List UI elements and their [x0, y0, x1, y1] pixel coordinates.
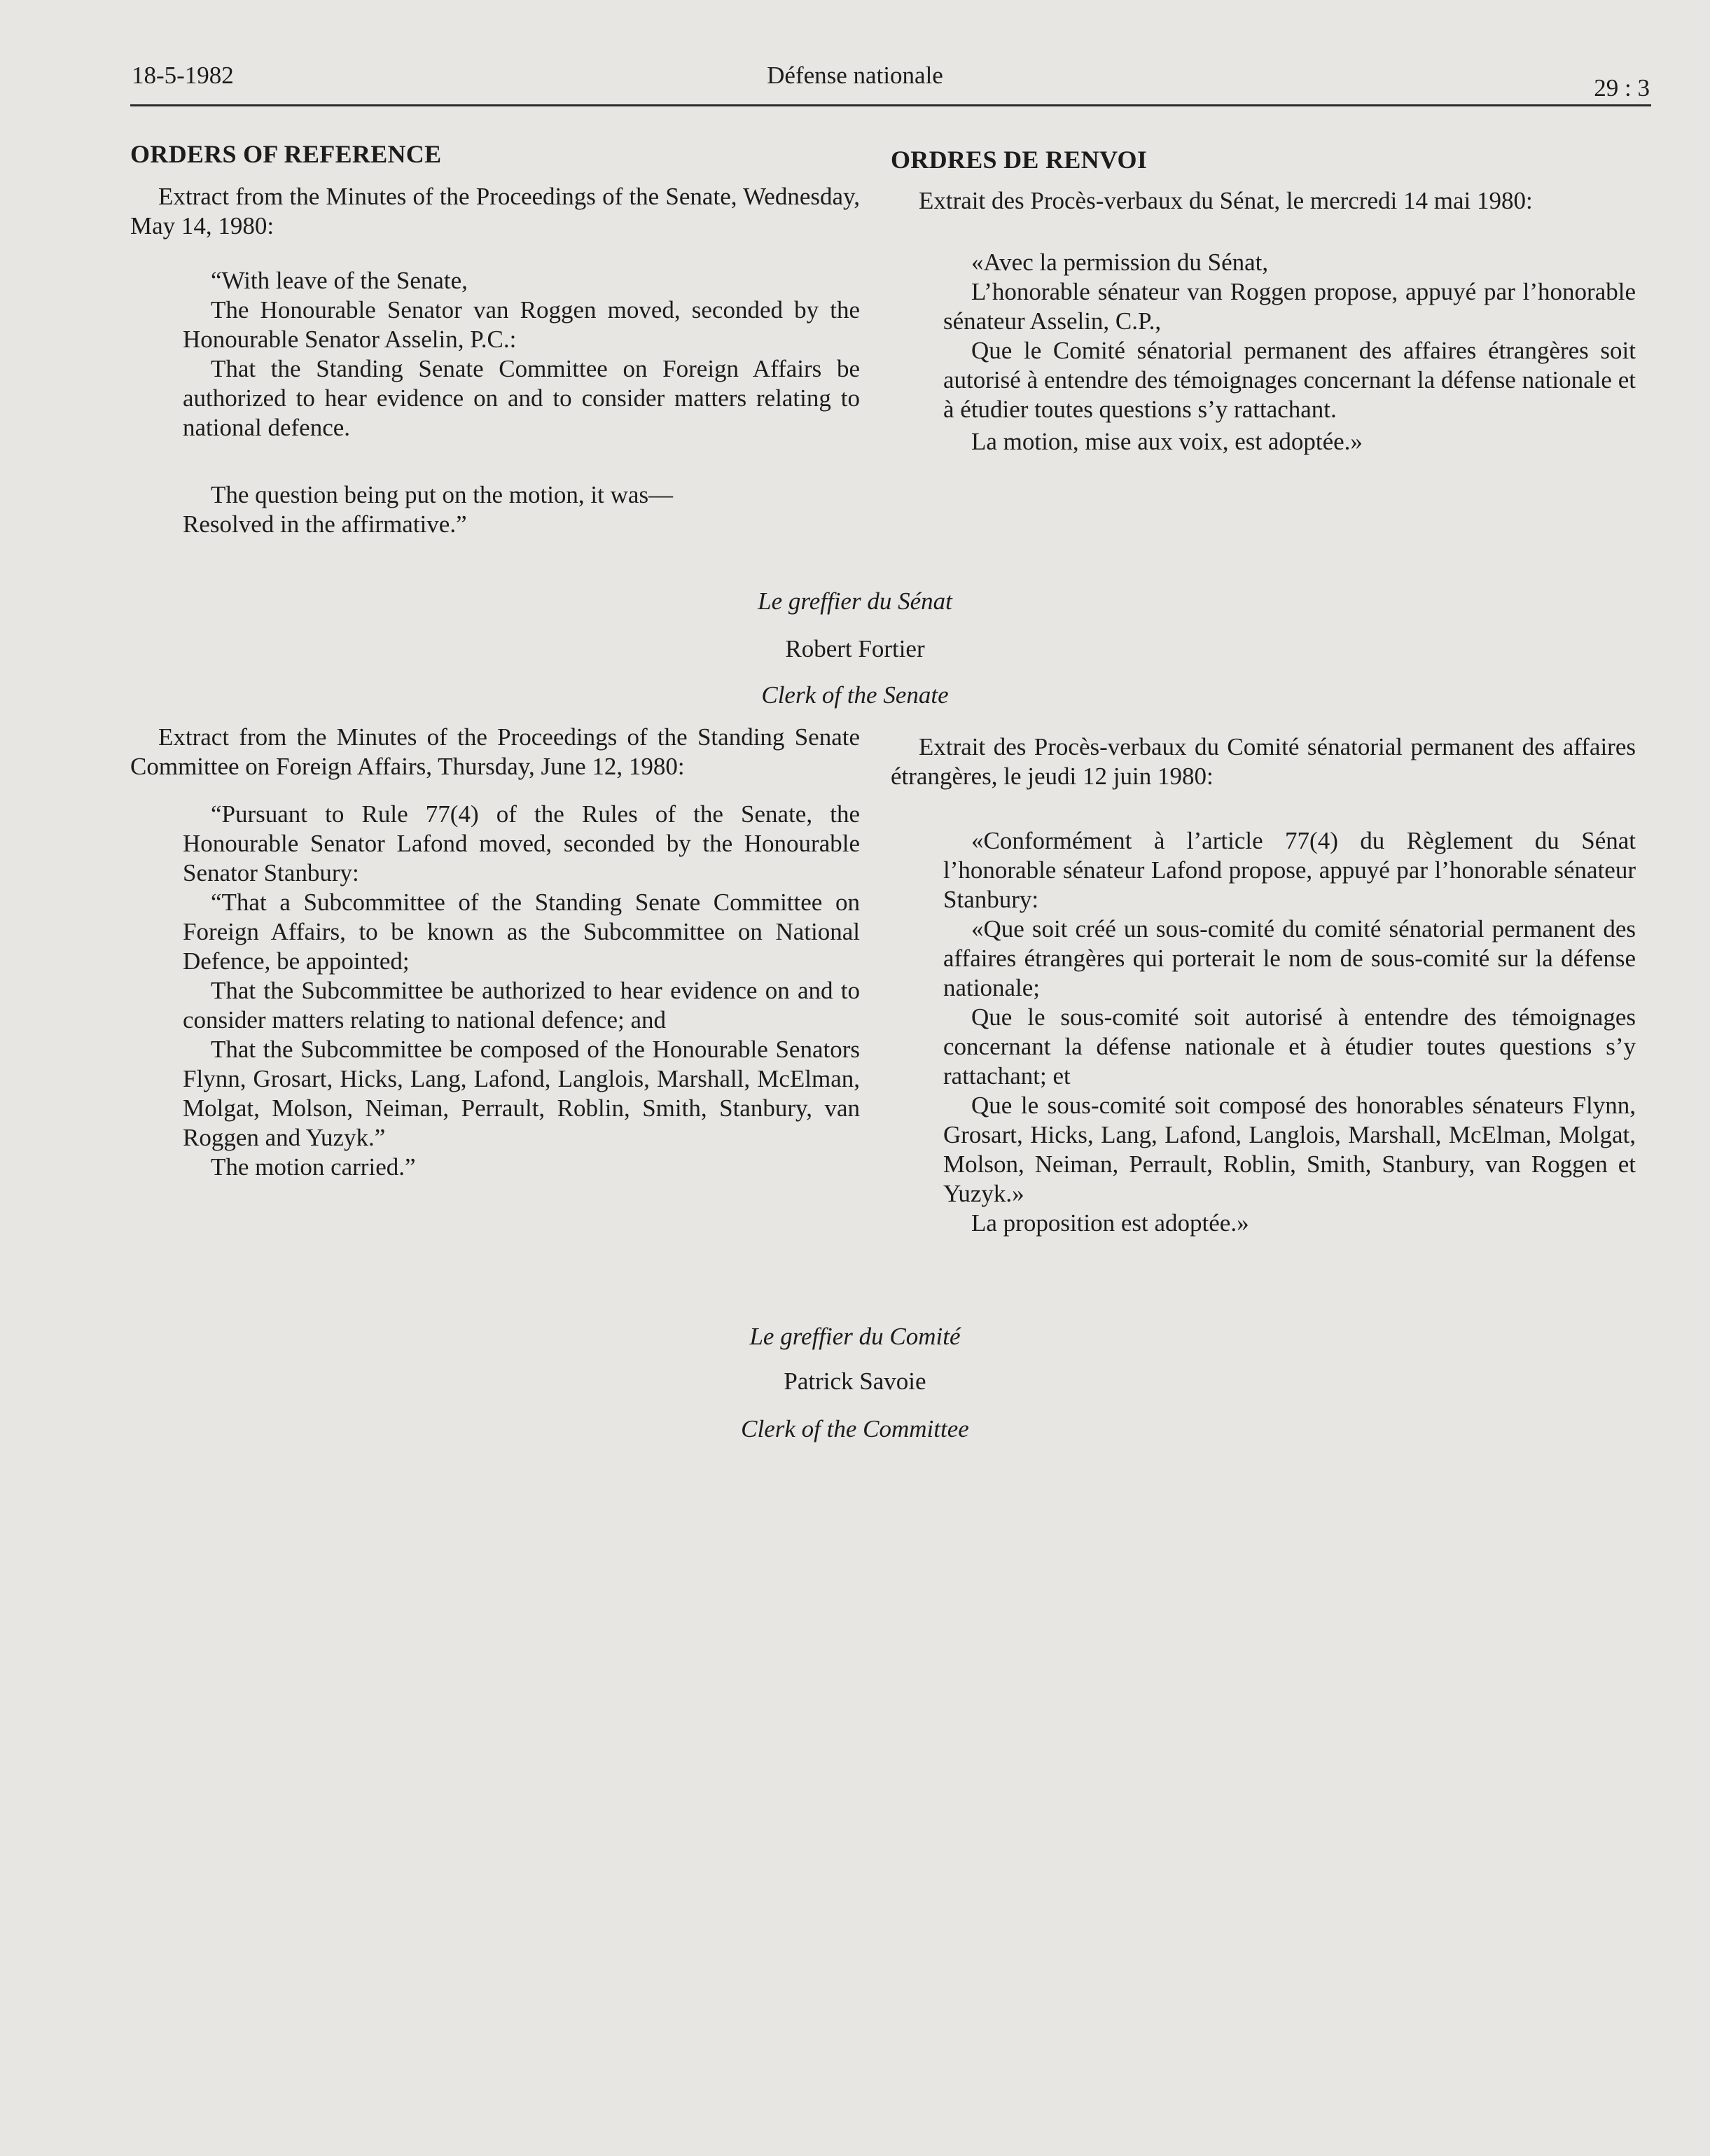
left-orders-block — [130, 139, 860, 539]
signature-2-name: Patrick Savoie — [784, 1368, 926, 1395]
right-extract-1: Extrait des Procès-verbaux du Sénat, le mercredi 14 mai 1980: — [919, 187, 1533, 214]
left-extract-2: Extract from the Minutes of the Proceedings of the Standing Senate Committee on Foreign Affairs, Thursday, June 12, 1980: — [130, 723, 860, 780]
signature-1-name: Robert Fortier — [785, 635, 925, 662]
right-quote-1b: L’honorable sénateur van Roggen propose, appuyé par l’honorable sénateur Asselin, C.P., — [943, 278, 1636, 335]
header-rule — [130, 104, 1651, 106]
left-quote-2e: The motion carried.” — [211, 1153, 416, 1181]
right-extract-2: Extrait des Procès-verbaux du Comité sénatorial permanent des affaires étrangères, le jeudi 12 juin 1980: — [891, 733, 1636, 790]
left-quote-1d2: Resolved in the affirmative.” — [183, 510, 467, 538]
left-quote-1a: “With leave of the Senate, — [211, 267, 468, 294]
right-orders-block — [891, 144, 1636, 457]
left-quote-1b: The Honourable Senator van Roggen moved, seconded by the Honourable Senator Asselin, P.C.: — [183, 296, 860, 353]
header-title: Défense nationale — [767, 62, 943, 89]
right-quote-1a: «Avec la permission du Sénat, — [971, 249, 1269, 276]
left-quote-2d: That the Subcommittee be composed of the Honourable Senators Flynn, Grosart, Hicks, Lang, Lafond, Langlois, Marshall, McElman, Molgat, Molson, Neiman, Perrault, Roblin, Smith, Stanbury, van Roggen and Yuzyk.” — [183, 1036, 860, 1151]
right-heading: ORDRES DE RENVOI — [891, 146, 1148, 174]
signature-2-title-en: Clerk of the Committee — [741, 1415, 969, 1442]
signature-1-title-fr: Le greffier du Sénat — [758, 587, 952, 615]
left-quote-2c: That the Subcommittee be authorized to hear evidence on and to consider matters relating to national defence; and — [183, 977, 860, 1034]
right-quote-1c: Que le Comité sénatorial permanent des affaires étrangères soit autorisé à entendre des témoignages concernant la défense nationale et à étudier toutes questions s’y rattachant. — [943, 337, 1636, 423]
header-date: 18-5-1982 — [132, 62, 234, 89]
right-quote-2c: Que le sous-comité soit autorisé à entendre des témoignages concernant la défense nationale et à étudier toutes questions s’y rattachant; et — [943, 1003, 1636, 1090]
left-quote-2b: “That a Subcommittee of the Standing Senate Committee on Foreign Affairs, to be known as the Subcommittee on National Defence, be appointed; — [183, 889, 860, 975]
right-committee-block — [891, 732, 1636, 1238]
signature-1-title-en: Clerk of the Senate — [761, 681, 949, 709]
header-page-number: 29 : 3 — [1594, 74, 1650, 102]
left-heading: ORDERS OF REFERENCE — [130, 140, 442, 168]
right-quote-1d: La motion, mise aux voix, est adoptée.» — [971, 428, 1363, 455]
signature-2-title-fr: Le greffier du Comité — [749, 1323, 961, 1350]
right-quote-2e: La proposition est adoptée.» — [971, 1209, 1249, 1237]
left-quote-1d1: The question being put on the motion, it was— — [211, 481, 674, 508]
left-committee-block — [130, 723, 860, 1182]
left-quote-1c: That the Standing Senate Committee on Foreign Affairs be authorized to hear evidence on and to consider matters relating to national defence. — [183, 355, 860, 441]
left-extract-1: Extract from the Minutes of the Proceedings of the Senate, Wednesday, May 14, 1980: — [130, 183, 860, 239]
right-quote-2d: Que le sous-comité soit composé des honorables sénateurs Flynn, Grosart, Hicks, Lang, Lafond, Langlois, Marshall, McElman, Molgat, Molson, Neiman, Perrault, Roblin, Smith, Stanbury, van Roggen et Yuzyk.» — [943, 1092, 1636, 1207]
right-quote-2b: «Que soit créé un sous-comité du comité sénatorial permanent des affaires étrangères qui porterait le nom de sous-comité sur la défense nationale; — [943, 915, 1636, 1001]
right-quote-2a: «Conformément à l’article 77(4) du Règlement du Sénat l’honorable sénateur Lafond propose, appuyé par l’honorable sénateur Stanbury: — [943, 827, 1636, 913]
left-quote-2a: “Pursuant to Rule 77(4) of the Rules of the Senate, the Honourable Senator Lafond moved, seconded by the Honourable Senator Stanbury: — [183, 800, 860, 886]
